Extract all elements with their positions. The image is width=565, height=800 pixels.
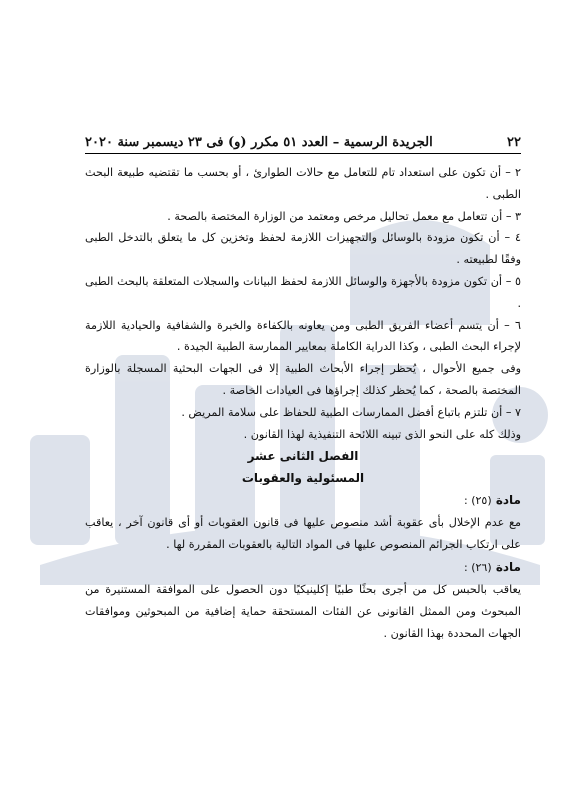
article-number: (٢٦) : [464,560,492,574]
condition-7: ٧ – أن تلتزم باتباع أفضل الممارسات الطبية للحفاظ على سلامة المريض . [181,405,521,419]
condition-6: ٦ – أن يتسم أعضاء الفريق الطبى ومن يعاونه بالكفاءة والخبرة والشفافية والحيادية اللازمة لإجراء البحث الطبى ، وكذا الدراية الكاملة بمعايير الممارسة الطبية الجيدة . [85,318,521,354]
article-label: مادة [495,493,521,508]
page-header [85,135,521,150]
article-number: (٢٥) : [464,494,492,508]
chapter-title: الفصل الثانى عشر [247,449,359,464]
condition-5: ٥ – أن تكون مزودة بالأجهزة والوسائل اللازمة لحفظ البيانات والسجلات المتعلقة بالبحث الطبى . [85,274,521,310]
condition-4: ٤ – أن تكون مزودة بالوسائل والتجهيزات اللازمة لحفظ وتخزين كل ما يتعلق بالتدخل الطبى وفقًا لطبيعته . [85,231,521,267]
condition-3: ٣ – أن تتعامل مع معمل تحاليل مرخص ومعتمد من الوزارة المختصة بالصحة . [167,209,521,223]
article-25-text: مع عدم الإخلال بأى عقوبة أشد منصوص عليها فى قانون العقوبات أو أى قانون آخر ، يعاقب على ارتكاب الجرائم المنصوص عليها فى المواد التالية بالعقوبات المقررة لها . [85,516,521,552]
article-26-text: يعاقب بالحبس كل من أجرى بحثًا طبيًا إكلينيكيًا دون الحصول على الموافقة المستنيرة من المبحوث ومن الممثل القانونى عن الفئات المستحقة حماية إضافية من المبحوثين وموافقات الجهات المحددة بهذا القانون . [85,582,521,640]
article-label: مادة [495,559,521,574]
closing-note: وذلك كله على النحو الذى تبينه اللائحة التنفيذية لهذا القانون . [243,427,521,441]
chapter-subtitle: المسئولية والعقوبات [241,471,365,486]
gazette-title: الجريدة الرسمية – العدد ٥١ مكرر (و) فى ٢٣ ديسمبر سنة ٢٠٢٠ [85,135,433,150]
header-rule [85,153,521,154]
general-provision: وفى جميع الأحوال ، يُحظر إجراء الأبحاث الطبية إلا فى الجهات البحثية المسجلة بالوزارة المختصة بالصحة ، كما يُحظر كذلك إجراؤها فى العيادات الخاصة . [85,362,521,397]
article-25-heading [85,489,521,512]
article-26-heading [85,556,521,579]
condition-2: ٢ – أن تكون على استعداد تام للتعامل مع حالات الطوارئ ، أو بحسب ما تقتضيه طبيعة البحث الطبى . [85,166,521,201]
document-body [85,162,521,644]
document-page [85,0,521,800]
page-number: ٢٢ [507,135,521,150]
